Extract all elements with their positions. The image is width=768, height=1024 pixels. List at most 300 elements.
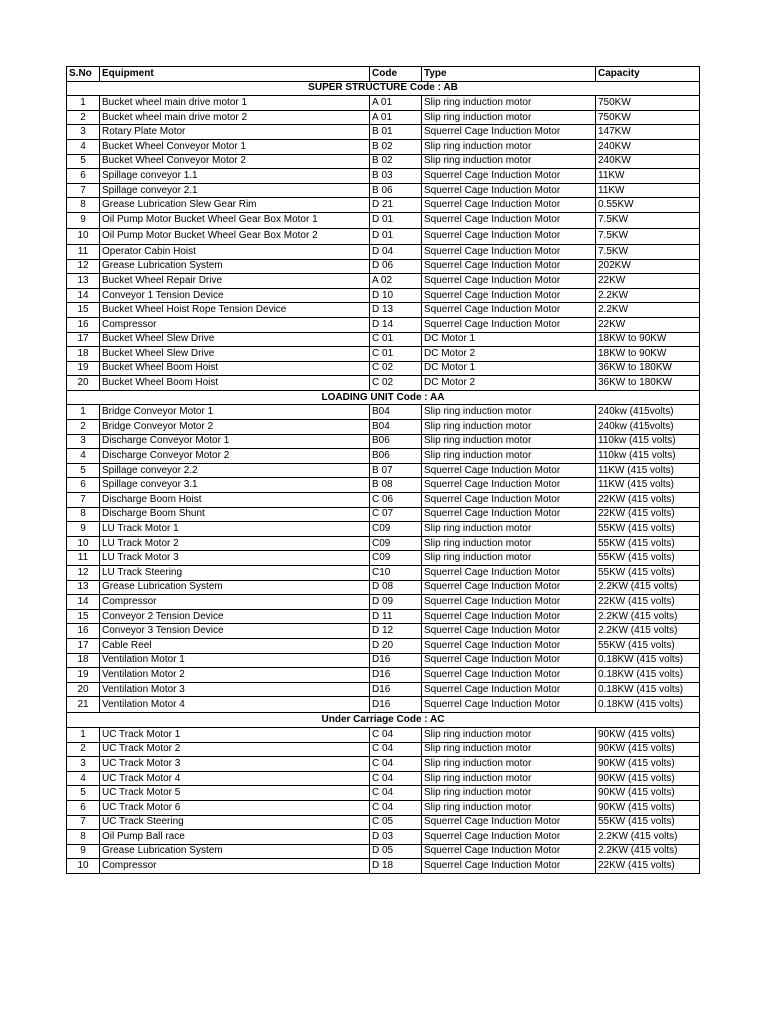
cell-sno: 1 xyxy=(67,96,100,111)
header-capacity: Capacity xyxy=(596,67,700,82)
cell-type: Squerrel Cage Induction Motor xyxy=(422,228,596,244)
cell-code: C 04 xyxy=(370,800,422,815)
cell-type: Squerrel Cage Induction Motor xyxy=(422,624,596,639)
cell-sno: 16 xyxy=(67,624,100,639)
cell-code: D 14 xyxy=(370,317,422,332)
cell-code: D 12 xyxy=(370,624,422,639)
cell-type: Squerrel Cage Induction Motor xyxy=(422,493,596,508)
cell-capacity: 750KW xyxy=(596,110,700,125)
cell-type: Squerrel Cage Induction Motor xyxy=(422,859,596,874)
cell-sno: 2 xyxy=(67,420,100,435)
cell-equipment: Compressor xyxy=(100,595,370,610)
cell-capacity: 55KW (415 volts) xyxy=(596,536,700,551)
cell-equipment: Bucket wheel main drive motor 1 xyxy=(100,96,370,111)
cell-capacity: 36KW to 180KW xyxy=(596,376,700,391)
cell-capacity: 750KW xyxy=(596,96,700,111)
cell-type: Squerrel Cage Induction Motor xyxy=(422,169,596,184)
cell-code: C09 xyxy=(370,536,422,551)
cell-capacity: 240kw (415volts) xyxy=(596,420,700,435)
cell-equipment: LU Track Steering xyxy=(100,566,370,581)
cell-code: D 09 xyxy=(370,595,422,610)
cell-type: Slip ring induction motor xyxy=(422,420,596,435)
table-row xyxy=(67,624,700,639)
cell-equipment: Spillage conveyor 2.1 xyxy=(100,183,370,198)
cell-code: D 10 xyxy=(370,288,422,303)
table-row xyxy=(67,771,700,786)
cell-code: B 02 xyxy=(370,154,422,169)
cell-sno: 6 xyxy=(67,800,100,815)
cell-sno: 9 xyxy=(67,844,100,859)
cell-type: Squerrel Cage Induction Motor xyxy=(422,815,596,830)
cell-sno: 15 xyxy=(67,609,100,624)
cell-sno: 18 xyxy=(67,653,100,668)
cell-code: D 13 xyxy=(370,303,422,318)
cell-capacity: 2.2KW (415 volts) xyxy=(596,580,700,595)
cell-code: D 08 xyxy=(370,580,422,595)
cell-code: B 06 xyxy=(370,183,422,198)
cell-capacity: 2.2KW (415 volts) xyxy=(596,844,700,859)
cell-sno: 5 xyxy=(67,154,100,169)
cell-code: D16 xyxy=(370,668,422,683)
table-row xyxy=(67,682,700,697)
cell-equipment: Discharge Boom Shunt xyxy=(100,507,370,522)
cell-type: Squerrel Cage Induction Motor xyxy=(422,653,596,668)
cell-capacity: 18KW to 90KW xyxy=(596,347,700,362)
cell-equipment: Grease Lubrication Slew Gear Rim xyxy=(100,198,370,213)
cell-type: Squerrel Cage Induction Motor xyxy=(422,507,596,522)
cell-sno: 8 xyxy=(67,507,100,522)
table-row xyxy=(67,420,700,435)
cell-capacity: 22KW xyxy=(596,274,700,289)
cell-equipment: Bucket Wheel Repair Drive xyxy=(100,274,370,289)
cell-type: Slip ring induction motor xyxy=(422,757,596,772)
cell-type: Slip ring induction motor xyxy=(422,551,596,566)
cell-code: B04 xyxy=(370,420,422,435)
cell-equipment: Ventilation Motor 3 xyxy=(100,682,370,697)
cell-equipment: LU Track Motor 2 xyxy=(100,536,370,551)
cell-capacity: 90KW (415 volts) xyxy=(596,771,700,786)
section-header-row xyxy=(67,81,700,96)
cell-capacity: 18KW to 90KW xyxy=(596,332,700,347)
cell-equipment: Bucket Wheel Boom Hoist xyxy=(100,376,370,391)
cell-code: C09 xyxy=(370,522,422,537)
cell-equipment: Bridge Conveyor Motor 2 xyxy=(100,420,370,435)
cell-equipment: Bucket wheel main drive motor 2 xyxy=(100,110,370,125)
cell-sno: 6 xyxy=(67,169,100,184)
cell-type: Slip ring induction motor xyxy=(422,536,596,551)
table-row xyxy=(67,830,700,845)
table-row xyxy=(67,580,700,595)
cell-capacity: 2.2KW xyxy=(596,288,700,303)
cell-code: A 02 xyxy=(370,274,422,289)
cell-capacity: 2.2KW (415 volts) xyxy=(596,830,700,845)
section-header-row xyxy=(67,713,700,728)
cell-type: DC Motor 1 xyxy=(422,361,596,376)
table-row xyxy=(67,434,700,449)
cell-code: C 05 xyxy=(370,815,422,830)
cell-equipment: Spillage conveyor 1.1 xyxy=(100,169,370,184)
table-row xyxy=(67,668,700,683)
cell-equipment: Ventilation Motor 4 xyxy=(100,697,370,713)
cell-capacity: 11KW xyxy=(596,183,700,198)
cell-type: Squerrel Cage Induction Motor xyxy=(422,303,596,318)
cell-capacity: 7.5KW xyxy=(596,212,700,228)
table-row xyxy=(67,609,700,624)
cell-type: Slip ring induction motor xyxy=(422,800,596,815)
cell-capacity: 90KW (415 volts) xyxy=(596,727,700,742)
table-header xyxy=(67,67,700,82)
section-header-row xyxy=(67,390,700,405)
cell-capacity: 90KW (415 volts) xyxy=(596,800,700,815)
cell-capacity: 55KW (415 volts) xyxy=(596,815,700,830)
cell-type: Squerrel Cage Induction Motor xyxy=(422,259,596,274)
cell-equipment: Bucket Wheel Conveyor Motor 2 xyxy=(100,154,370,169)
cell-sno: 15 xyxy=(67,303,100,318)
cell-type: Slip ring induction motor xyxy=(422,139,596,154)
cell-capacity: 55KW (415 volts) xyxy=(596,566,700,581)
table-row xyxy=(67,259,700,274)
cell-sno: 11 xyxy=(67,244,100,259)
cell-code: D 20 xyxy=(370,638,422,653)
cell-code: B 07 xyxy=(370,463,422,478)
cell-type: Squerrel Cage Induction Motor xyxy=(422,638,596,653)
cell-sno: 16 xyxy=(67,317,100,332)
cell-code: C 07 xyxy=(370,507,422,522)
cell-equipment: Grease Lubrication System xyxy=(100,259,370,274)
cell-sno: 1 xyxy=(67,727,100,742)
cell-sno: 10 xyxy=(67,536,100,551)
cell-capacity: 22KW (415 volts) xyxy=(596,595,700,610)
cell-sno: 10 xyxy=(67,228,100,244)
cell-sno: 6 xyxy=(67,478,100,493)
table-row xyxy=(67,244,700,259)
table-row xyxy=(67,478,700,493)
cell-capacity: 240KW xyxy=(596,154,700,169)
table-row xyxy=(67,727,700,742)
cell-equipment: Bucket Wheel Slew Drive xyxy=(100,347,370,362)
table-row xyxy=(67,347,700,362)
cell-code: C 01 xyxy=(370,347,422,362)
cell-code: C 06 xyxy=(370,493,422,508)
cell-type: Squerrel Cage Induction Motor xyxy=(422,125,596,140)
cell-capacity: 55KW (415 volts) xyxy=(596,638,700,653)
cell-code: D 21 xyxy=(370,198,422,213)
cell-equipment: Cable Reel xyxy=(100,638,370,653)
cell-code: D 11 xyxy=(370,609,422,624)
table-row xyxy=(67,815,700,830)
cell-equipment: LU Track Motor 3 xyxy=(100,551,370,566)
cell-capacity: 202KW xyxy=(596,259,700,274)
cell-sno: 20 xyxy=(67,376,100,391)
cell-capacity: 7.5KW xyxy=(596,244,700,259)
table-row xyxy=(67,303,700,318)
table-row xyxy=(67,361,700,376)
cell-type: Slip ring induction motor xyxy=(422,434,596,449)
cell-sno: 3 xyxy=(67,434,100,449)
cell-capacity: 90KW (415 volts) xyxy=(596,757,700,772)
cell-capacity: 55KW (415 volts) xyxy=(596,522,700,537)
cell-type: Slip ring induction motor xyxy=(422,110,596,125)
table-row xyxy=(67,742,700,757)
cell-equipment: Compressor xyxy=(100,317,370,332)
table-row xyxy=(67,551,700,566)
header-row xyxy=(67,67,700,82)
cell-code: D 01 xyxy=(370,228,422,244)
table-row xyxy=(67,212,700,228)
cell-equipment: Rotary Plate Motor xyxy=(100,125,370,140)
table-row xyxy=(67,154,700,169)
table-row xyxy=(67,536,700,551)
section-title: Under Carriage Code : AC xyxy=(67,713,700,728)
cell-equipment: UC Track Motor 5 xyxy=(100,786,370,801)
table-row xyxy=(67,844,700,859)
cell-capacity: 36KW to 180KW xyxy=(596,361,700,376)
cell-capacity: 22KW (415 volts) xyxy=(596,507,700,522)
cell-capacity: 110kw (415 volts) xyxy=(596,449,700,464)
table-row xyxy=(67,332,700,347)
cell-type: Slip ring induction motor xyxy=(422,742,596,757)
cell-type: Slip ring induction motor xyxy=(422,522,596,537)
cell-capacity: 11KW (415 volts) xyxy=(596,463,700,478)
cell-equipment: Bucket Wheel Conveyor Motor 1 xyxy=(100,139,370,154)
cell-type: Squerrel Cage Induction Motor xyxy=(422,682,596,697)
cell-type: Squerrel Cage Induction Motor xyxy=(422,478,596,493)
cell-capacity: 147KW xyxy=(596,125,700,140)
cell-sno: 10 xyxy=(67,859,100,874)
table-row xyxy=(67,859,700,874)
table-row xyxy=(67,110,700,125)
cell-sno: 12 xyxy=(67,259,100,274)
cell-type: Slip ring induction motor xyxy=(422,96,596,111)
header-code: Code xyxy=(370,67,422,82)
cell-sno: 5 xyxy=(67,786,100,801)
cell-capacity: 22KW (415 volts) xyxy=(596,493,700,508)
table-row xyxy=(67,595,700,610)
cell-code: D16 xyxy=(370,697,422,713)
cell-code: D 03 xyxy=(370,830,422,845)
table-row xyxy=(67,449,700,464)
cell-code: A 01 xyxy=(370,110,422,125)
table-row xyxy=(67,376,700,391)
cell-sno: 19 xyxy=(67,668,100,683)
cell-equipment: Grease Lubrication System xyxy=(100,844,370,859)
cell-type: Squerrel Cage Induction Motor xyxy=(422,697,596,713)
cell-equipment: UC Track Motor 3 xyxy=(100,757,370,772)
cell-equipment: Operator Cabin Hoist xyxy=(100,244,370,259)
cell-sno: 4 xyxy=(67,449,100,464)
header-sno: S.No xyxy=(67,67,100,82)
cell-type: Squerrel Cage Induction Motor xyxy=(422,274,596,289)
cell-code: D 06 xyxy=(370,259,422,274)
cell-sno: 7 xyxy=(67,493,100,508)
cell-code: C 04 xyxy=(370,771,422,786)
cell-type: Squerrel Cage Induction Motor xyxy=(422,844,596,859)
table-row xyxy=(67,493,700,508)
cell-code: A 01 xyxy=(370,96,422,111)
cell-sno: 1 xyxy=(67,405,100,420)
cell-equipment: Bridge Conveyor Motor 1 xyxy=(100,405,370,420)
table-row xyxy=(67,288,700,303)
cell-sno: 17 xyxy=(67,332,100,347)
table-row xyxy=(67,405,700,420)
cell-capacity: 0.18KW (415 volts) xyxy=(596,668,700,683)
cell-equipment: Spillage conveyor 2.2 xyxy=(100,463,370,478)
table-row xyxy=(67,317,700,332)
cell-equipment: UC Track Motor 4 xyxy=(100,771,370,786)
table-row xyxy=(67,697,700,713)
cell-capacity: 7.5KW xyxy=(596,228,700,244)
cell-type: Squerrel Cage Induction Motor xyxy=(422,830,596,845)
cell-type: Slip ring induction motor xyxy=(422,786,596,801)
cell-capacity: 0.18KW (415 volts) xyxy=(596,653,700,668)
cell-type: Slip ring induction motor xyxy=(422,727,596,742)
cell-capacity: 90KW (415 volts) xyxy=(596,742,700,757)
cell-capacity: 0.55KW xyxy=(596,198,700,213)
cell-sno: 4 xyxy=(67,139,100,154)
cell-code: D 05 xyxy=(370,844,422,859)
cell-equipment: Oil Pump Ball race xyxy=(100,830,370,845)
cell-type: Slip ring induction motor xyxy=(422,154,596,169)
cell-type: DC Motor 1 xyxy=(422,332,596,347)
section-title: LOADING UNIT Code : AA xyxy=(67,390,700,405)
cell-type: Squerrel Cage Induction Motor xyxy=(422,288,596,303)
cell-equipment: UC Track Motor 1 xyxy=(100,727,370,742)
table-row xyxy=(67,463,700,478)
cell-equipment: Bucket Wheel Slew Drive xyxy=(100,332,370,347)
cell-code: D 18 xyxy=(370,859,422,874)
cell-code: C 04 xyxy=(370,757,422,772)
header-equipment: Equipment xyxy=(100,67,370,82)
cell-equipment: Bucket Wheel Boom Hoist xyxy=(100,361,370,376)
cell-capacity: 11KW xyxy=(596,169,700,184)
cell-capacity: 22KW (415 volts) xyxy=(596,859,700,874)
cell-code: D16 xyxy=(370,682,422,697)
cell-code: B 03 xyxy=(370,169,422,184)
cell-capacity: 110kw (415 volts) xyxy=(596,434,700,449)
cell-type: Squerrel Cage Induction Motor xyxy=(422,198,596,213)
table-row xyxy=(67,96,700,111)
cell-code: C 04 xyxy=(370,742,422,757)
table-row xyxy=(67,139,700,154)
cell-equipment: Oil Pump Motor Bucket Wheel Gear Box Motor 1 xyxy=(100,212,370,228)
cell-sno: 11 xyxy=(67,551,100,566)
cell-type: Slip ring induction motor xyxy=(422,771,596,786)
equipment-table xyxy=(66,66,700,874)
cell-sno: 21 xyxy=(67,697,100,713)
table-row xyxy=(67,566,700,581)
cell-type: Squerrel Cage Induction Motor xyxy=(422,183,596,198)
cell-type: DC Motor 2 xyxy=(422,347,596,362)
table-row xyxy=(67,653,700,668)
cell-sno: 13 xyxy=(67,274,100,289)
table-row xyxy=(67,228,700,244)
cell-code: C 02 xyxy=(370,361,422,376)
cell-type: Squerrel Cage Induction Motor xyxy=(422,244,596,259)
table-row xyxy=(67,507,700,522)
cell-capacity: 11KW (415 volts) xyxy=(596,478,700,493)
table-row xyxy=(67,800,700,815)
cell-sno: 7 xyxy=(67,815,100,830)
cell-code: D16 xyxy=(370,653,422,668)
cell-code: B06 xyxy=(370,449,422,464)
cell-sno: 7 xyxy=(67,183,100,198)
cell-code: B 02 xyxy=(370,139,422,154)
cell-equipment: Discharge Boom Hoist xyxy=(100,493,370,508)
cell-capacity: 240KW xyxy=(596,139,700,154)
cell-equipment: UC Track Motor 6 xyxy=(100,800,370,815)
table-row xyxy=(67,183,700,198)
cell-sno: 8 xyxy=(67,830,100,845)
cell-sno: 17 xyxy=(67,638,100,653)
cell-equipment: Oil Pump Motor Bucket Wheel Gear Box Motor 2 xyxy=(100,228,370,244)
cell-sno: 4 xyxy=(67,771,100,786)
cell-type: Squerrel Cage Induction Motor xyxy=(422,212,596,228)
cell-code: D 04 xyxy=(370,244,422,259)
cell-type: Squerrel Cage Induction Motor xyxy=(422,317,596,332)
table-row xyxy=(67,786,700,801)
cell-sno: 2 xyxy=(67,742,100,757)
cell-capacity: 0.18KW (415 volts) xyxy=(596,682,700,697)
cell-equipment: Ventilation Motor 2 xyxy=(100,668,370,683)
cell-capacity: 90KW (415 volts) xyxy=(596,786,700,801)
cell-sno: 2 xyxy=(67,110,100,125)
cell-code: C 01 xyxy=(370,332,422,347)
cell-equipment: Ventilation Motor 1 xyxy=(100,653,370,668)
cell-sno: 12 xyxy=(67,566,100,581)
cell-sno: 19 xyxy=(67,361,100,376)
table-row xyxy=(67,638,700,653)
header-type: Type xyxy=(422,67,596,82)
cell-code: C 04 xyxy=(370,727,422,742)
cell-equipment: Conveyor 3 Tension Device xyxy=(100,624,370,639)
cell-capacity: 2.2KW (415 volts) xyxy=(596,609,700,624)
cell-code: B06 xyxy=(370,434,422,449)
cell-sno: 20 xyxy=(67,682,100,697)
cell-equipment: Grease Lubrication System xyxy=(100,580,370,595)
cell-code: C09 xyxy=(370,551,422,566)
cell-capacity: 22KW xyxy=(596,317,700,332)
cell-equipment: Discharge Conveyor Motor 1 xyxy=(100,434,370,449)
cell-code: D 01 xyxy=(370,212,422,228)
table-row xyxy=(67,522,700,537)
cell-equipment: Bucket Wheel Hoist Rope Tension Device xyxy=(100,303,370,318)
cell-type: Squerrel Cage Induction Motor xyxy=(422,595,596,610)
cell-equipment: LU Track Motor 1 xyxy=(100,522,370,537)
cell-code: C 02 xyxy=(370,376,422,391)
cell-code: B 08 xyxy=(370,478,422,493)
cell-capacity: 55KW (415 volts) xyxy=(596,551,700,566)
table-row xyxy=(67,274,700,289)
cell-capacity: 2.2KW xyxy=(596,303,700,318)
cell-equipment: Spillage conveyor 3.1 xyxy=(100,478,370,493)
cell-capacity: 240kw (415volts) xyxy=(596,405,700,420)
cell-code: C 04 xyxy=(370,786,422,801)
cell-type: Squerrel Cage Induction Motor xyxy=(422,580,596,595)
cell-sno: 3 xyxy=(67,757,100,772)
cell-type: Squerrel Cage Induction Motor xyxy=(422,566,596,581)
cell-equipment: UC Track Motor 2 xyxy=(100,742,370,757)
section-title: SUPER STRUCTURE Code : AB xyxy=(67,81,700,96)
cell-equipment: Compressor xyxy=(100,859,370,874)
cell-sno: 5 xyxy=(67,463,100,478)
cell-sno: 14 xyxy=(67,595,100,610)
table-row xyxy=(67,125,700,140)
cell-sno: 9 xyxy=(67,212,100,228)
cell-sno: 8 xyxy=(67,198,100,213)
cell-equipment: Discharge Conveyor Motor 2 xyxy=(100,449,370,464)
cell-type: DC Motor 2 xyxy=(422,376,596,391)
cell-capacity: 0.18KW (415 volts) xyxy=(596,697,700,713)
